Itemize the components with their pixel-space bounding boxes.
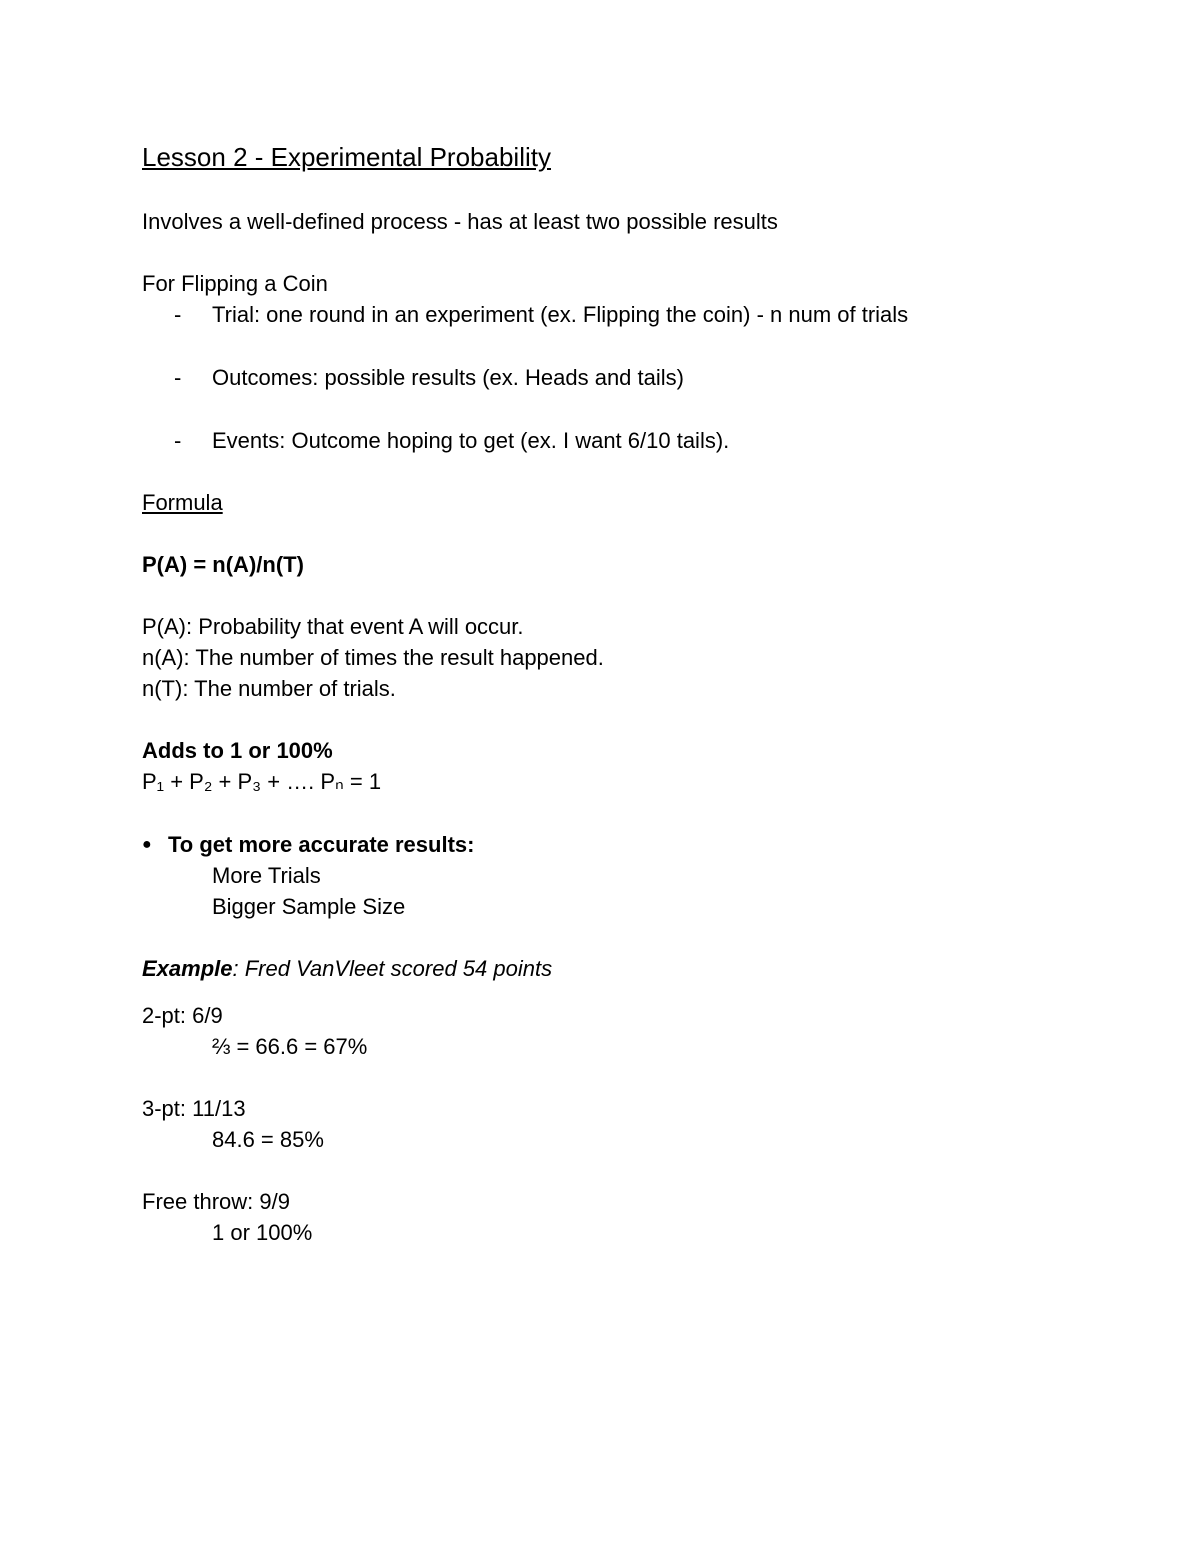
list-dash: - (174, 302, 182, 327)
adds-equation: P₁ + P₂ + P₃ + …. Pₙ = 1 (142, 769, 382, 794)
stat-label-3pt: 3-pt: 11/13 (142, 1096, 246, 1121)
stat-label-2pt: 2-pt: 6/9 (142, 1003, 223, 1028)
accuracy-heading: To get more accurate results: (168, 832, 475, 857)
accuracy-item-sample: Bigger Sample Size (212, 894, 406, 919)
list-dash: - (174, 428, 182, 453)
list-item-outcomes: Outcomes: possible results (ex. Heads and tails) (212, 365, 684, 390)
formula-equation: P(A) = n(A)/n(T) (142, 552, 304, 577)
stat-label-freethrow: Free throw: 9/9 (142, 1189, 290, 1214)
example-line (142, 956, 552, 982)
list-item-events: Events: Outcome hoping to get (ex. I want 6/10 tails). (212, 428, 730, 453)
definition-na: n(A): The number of times the result happened. (142, 645, 604, 670)
coin-heading: For Flipping a Coin (142, 271, 328, 296)
list-item-trial: Trial: one round in an experiment (ex. Flipping the coin) - n num of trials (212, 302, 909, 327)
bullet-icon: ● (142, 836, 152, 853)
stat-result-3pt: 84.6 = 85% (212, 1127, 324, 1152)
adds-heading: Adds to 1 or 100% (142, 738, 333, 763)
stat-result-freethrow: 1 or 100% (212, 1220, 313, 1245)
definition-pa: P(A): Probability that event A will occur. (142, 614, 524, 639)
intro-text: Involves a well-defined process - has at least two possible results (142, 209, 778, 234)
accuracy-item-trials: More Trials (212, 863, 321, 888)
formula-heading: Formula (142, 490, 223, 515)
page-title: Lesson 2 - Experimental Probability (142, 142, 551, 172)
example-label: Example (142, 956, 233, 981)
example-text: : Fred VanVleet scored 54 points (232, 956, 553, 981)
list-dash: - (174, 365, 182, 390)
definition-nt: n(T): The number of trials. (142, 676, 396, 701)
stat-result-2pt: ⅔ = 66.6 = 67% (212, 1034, 368, 1059)
